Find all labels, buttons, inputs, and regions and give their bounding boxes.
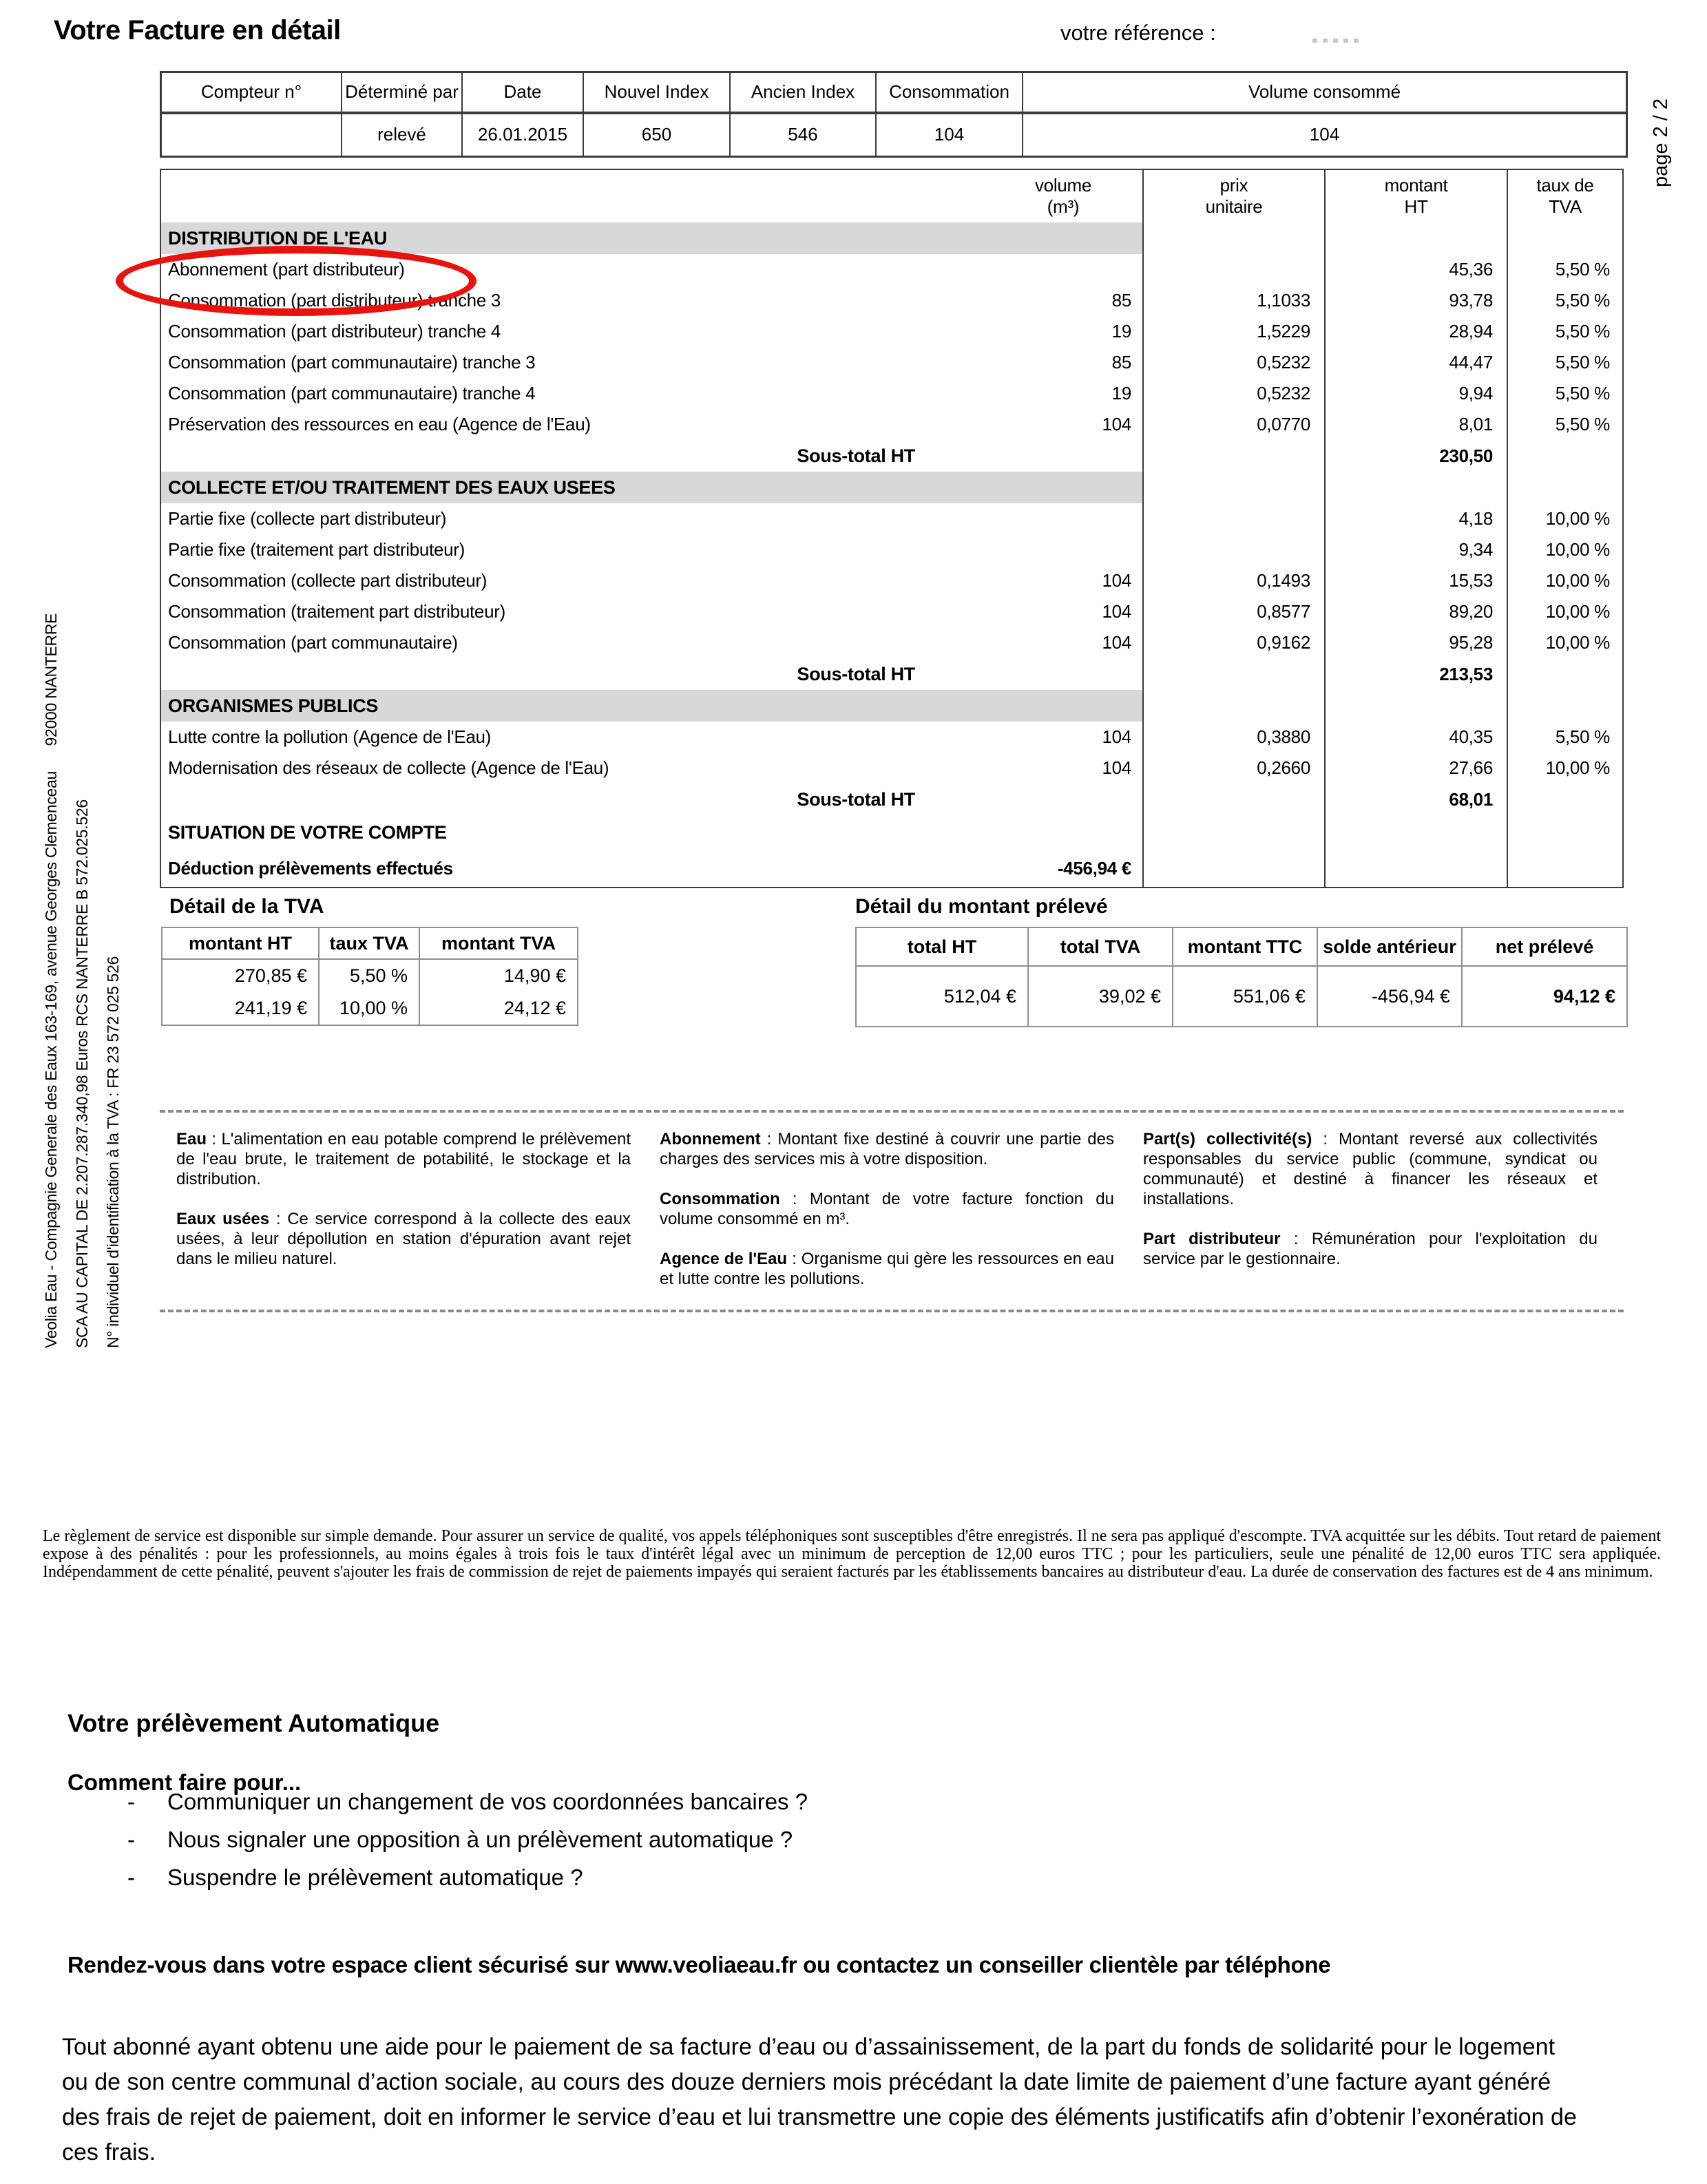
section-header-cell: COLLECTE ET/OU TRAITEMENT DES EAUX USEES (161, 472, 1142, 503)
row-vat-rate: 10,00 % (1507, 534, 1622, 565)
row-volume: 85 (1111, 352, 1131, 372)
row-label: Consommation (part communautaire) tranche 3 (168, 352, 536, 372)
deduction-label: Déduction prélèvements effectués (168, 857, 453, 879)
meter-header-cell: Ancien Index (729, 73, 875, 114)
tva-value-cell: 270,85 € (234, 965, 307, 986)
row-volume: 104 (1102, 414, 1131, 434)
detail-table (160, 169, 1624, 888)
row-vat-rate: 5,50 % (1507, 347, 1622, 378)
tva-value-cell: 24,12 € (419, 992, 577, 1025)
direct-debit-question-text: Nous signaler une opposition à un prélèvement automatique ? (167, 1827, 793, 1852)
row-amount: 44,47 (1324, 347, 1507, 378)
detail-column-header-line: (m³) (1047, 196, 1080, 217)
meter-header-cell: Consommation (875, 73, 1022, 114)
row-label: Consommation (collecte part distributeur) (168, 570, 488, 591)
row-label: Modernisation des réseaux de collecte (Agence de l'Eau) (168, 757, 609, 778)
row-volume: 85 (1111, 290, 1131, 311)
detail-column-header-line: prix (1219, 175, 1248, 196)
levy-detail-table (855, 927, 1628, 1027)
row-label: Partie fixe (collecte part distributeur) (168, 508, 447, 529)
row-unit-price (1142, 254, 1324, 285)
direct-debit-heading: Votre prélèvement Automatique (67, 1709, 440, 1737)
row-unit-price: 0,0770 (1142, 409, 1324, 440)
meter-table (160, 71, 1628, 158)
empty-cell (1142, 815, 1324, 850)
direct-debit-cta: Rendez-vous dans votre espace client sécurisé sur www.veoliaeau.fr ou contactez un conseiller clientèle par téléphone (67, 1952, 1331, 1977)
empty-cell (1142, 440, 1324, 472)
page-number: page 2 / 2 (1650, 98, 1672, 187)
row-unit-price: 1,1033 (1142, 285, 1324, 316)
meter-header-cell: Volume consommé (1022, 73, 1626, 114)
row-label: Consommation (part communautaire) tranche 4 (168, 383, 536, 403)
direct-debit-question-text: Communiquer un changement de vos coordonnées bancaires ? (167, 1789, 808, 1814)
row-volume: 104 (1102, 726, 1131, 747)
row-vat-rate: 10,00 % (1507, 627, 1622, 658)
row-vat-rate: 5,50 % (1507, 316, 1622, 347)
meter-header-cell: Compteur n° (162, 73, 341, 114)
empty-cell (1324, 850, 1507, 887)
row-vat-rate: 10,00 % (1507, 565, 1622, 596)
definitions-column (176, 1129, 631, 1289)
account-section-label: SITUATION DE VOTRE COMPTE (168, 821, 447, 843)
row-amount: 45,36 (1324, 254, 1507, 285)
row-unit-price: 1,5229 (1142, 316, 1324, 347)
row-volume: 19 (1111, 383, 1131, 403)
definition-entry: Abonnement : Montant fixe destiné à couvrir une partie des charges des services mis à votre disposition. (660, 1130, 1114, 1168)
direct-debit-question-text: Suspendre le prélèvement automatique ? (167, 1865, 583, 1890)
empty-cell (1507, 690, 1622, 722)
row-amount: 28,94 (1324, 316, 1507, 347)
definition-entry: Agence de l'Eau : Organisme qui gère les ressources en eau et lutte contre les pollutions. (660, 1250, 1114, 1288)
levy-value-cell: -456,94 € (1317, 967, 1461, 1026)
meter-value-cell: 650 (583, 114, 729, 156)
subtotal-amount: 68,01 (1324, 784, 1507, 815)
reference-value-redacted (1312, 39, 1362, 43)
row-label: Consommation (part distributeur) tranche 4 (168, 321, 501, 342)
empty-cell (1324, 690, 1507, 722)
meter-value-cell: 104 (875, 114, 1022, 156)
levy-value-cell: 512,04 € (943, 985, 1016, 1007)
direct-debit-question-list (127, 1789, 808, 1902)
section-header-cell: ORGANISMES PUBLICS (161, 690, 1142, 722)
row-volume: 104 (1102, 632, 1131, 653)
detail-column-header (984, 170, 1142, 222)
company-legal-line: SCA AU CAPITAL DE 2.207.287.340,98 Euros RCS NANTERRE B 572.025.526 (73, 799, 91, 1348)
row-amount: 8,01 (1324, 409, 1507, 440)
row-vat-rate: 5,50 % (1507, 722, 1622, 753)
bullet-dash: - (127, 1827, 135, 1852)
row-vat-rate: 5,50 % (1507, 378, 1622, 409)
row-volume (984, 254, 1142, 285)
legal-text: Le règlement de service est disponible sur simple demande. Pour assurer un service de qualité, vos appels téléphoniques sont susceptibles d'être enregistrés. Il ne sera pas appliqué d'escompte. TVA acquittée sur les débits. Tout retard de paiement expose à des pénalités : pour les professionnels, au moins égales à trois fois le taux d'intérêt légal avec un minimum de perception de 12,00 euros TTC ; pour les particuliers, seule une pénalité de 12,00 euros TTC sera appliquée. Indépendamment de cette pénalité, peuvent s'ajouter les frais de commission de rejet de paiements impayés qui seraient facturés par les établissements bancaires au distributeur d'eau. La durée de conservation des factures est de 4 ans minimum. (43, 1527, 1661, 1581)
meter-value-cell: 26.01.2015 (461, 114, 583, 156)
row-label: Partie fixe (traitement part distributeur) (168, 539, 465, 560)
empty-cell (1507, 222, 1622, 254)
subtotal-label: Sous-total HT (797, 445, 915, 466)
company-legal-line: N° individuel d'identification à la TVA : FR 23 572 025 526 (104, 956, 122, 1348)
levy-header-cell: montant TTC (1172, 928, 1317, 967)
row-label: Lutte contre la pollution (Agence de l'Eau) (168, 726, 492, 747)
subtotal-amount: 213,53 (1324, 658, 1507, 690)
row-volume (984, 503, 1142, 534)
detail-column-header-line: unitaire (1205, 196, 1263, 217)
bullet-dash: - (127, 1865, 135, 1890)
meter-header-cell: Nouvel Index (583, 73, 729, 114)
detail-header-spacer (161, 170, 984, 222)
row-vat-rate: 5,50 % (1507, 254, 1622, 285)
solidarity-paragraph: Tout abonné ayant obtenu une aide pour le paiement de sa facture d’eau ou d’assainissement, de la part du fonds de solidarité pour le logement ou de son centre communal d’action sociale, au cours des douze derniers mois précédant la date limite de paiement d’une facture ayant généré des frais de rejet de paiement, doit en informer le service d’eau et lui transmettre une copie des éléments justificatifs afin d’obtenir l’exonération de ces frais. (62, 2034, 1577, 2165)
row-vat-rate: 10,00 % (1507, 503, 1622, 534)
levy-header-cell: solde antérieur (1317, 928, 1461, 967)
subtotal-label: Sous-total HT (797, 663, 915, 684)
page-title: Votre Facture en détail (54, 15, 341, 45)
row-volume (984, 534, 1142, 565)
meter-header-cell: Date (461, 73, 583, 114)
row-label: Préservation des ressources en eau (Agence de l'Eau) (168, 414, 591, 434)
levy-value-cell: 551,06 € (1172, 967, 1317, 1026)
empty-cell (1507, 658, 1622, 690)
row-label: Abonnement (part distributeur) (168, 259, 405, 280)
levy-header-cell: net prélevé (1461, 928, 1626, 967)
empty-cell (1324, 472, 1507, 503)
detail-column-header (1324, 170, 1507, 222)
meter-value-cell: 104 (1022, 114, 1626, 156)
definition-entry: Part(s) collectivité(s) : Montant reversé aux collectivités responsables du service public (commune, syndicat ou communauté) et destiné à financer les réseaux et installations. (1143, 1130, 1598, 1208)
detail-column-header-line: TVA (1549, 196, 1582, 217)
subtotal-amount: 230,50 (1324, 440, 1507, 472)
meter-value-cell (162, 114, 341, 156)
direct-debit-subheading: Comment faire pour... (67, 1770, 302, 1795)
detail-column-header-line: taux de (1536, 175, 1594, 196)
detail-column-header (1142, 170, 1324, 222)
definitions-column (660, 1129, 1114, 1289)
row-unit-price: 0,5232 (1142, 378, 1324, 409)
definition-entry: Part distributeur : Rémunération pour l'exploitation du service par le gestionnaire. (1143, 1230, 1598, 1268)
company-legal-line: Veolia Eau - Compagnie Generale des Eaux 163-169, avenue Georges Clemenceau 92000 NANTERRE (42, 613, 60, 1348)
subtotal-label: Sous-total HT (797, 788, 915, 810)
row-vat-rate: 10,00 % (1507, 596, 1622, 627)
empty-cell (1507, 440, 1622, 472)
tva-header-cell: montant HT (163, 928, 318, 960)
definitions-section (160, 1110, 1624, 1312)
row-amount: 27,66 (1324, 753, 1507, 784)
row-amount: 89,20 (1324, 596, 1507, 627)
row-volume: 104 (1102, 570, 1131, 591)
row-volume: 19 (1111, 321, 1131, 342)
empty-cell (1324, 222, 1507, 254)
row-label: Consommation (traitement part distributeur) (168, 601, 505, 622)
definition-term: Agence de l'Eau (660, 1250, 788, 1268)
row-unit-price (1142, 503, 1324, 534)
empty-cell (1142, 658, 1324, 690)
section-header-cell: DISTRIBUTION DE L'EAU (161, 222, 1142, 254)
detail-column-header-line: HT (1404, 196, 1428, 217)
deduction-amount: -456,94 € (1057, 857, 1131, 879)
direct-debit-question (127, 1789, 808, 1815)
empty-cell (1324, 815, 1507, 850)
row-vat-rate: 5,50 % (1507, 285, 1622, 316)
row-unit-price (1142, 534, 1324, 565)
row-amount: 9,34 (1324, 534, 1507, 565)
row-unit-price: 0,3880 (1142, 722, 1324, 753)
definition-entry: Eaux usées : Ce service correspond à la collecte des eaux usées, à leur dépollution en station d'épuration avant rejet dans le milieu naturel. (176, 1210, 631, 1268)
detail-table-wrap (160, 169, 1624, 888)
empty-cell (1507, 815, 1622, 850)
meter-value-cell: 546 (729, 114, 875, 156)
empty-cell (1142, 784, 1324, 815)
bullet-dash: - (127, 1789, 135, 1814)
levy-header-cell: total TVA (1027, 928, 1172, 967)
empty-cell (1142, 690, 1324, 722)
definitions-column (1143, 1129, 1598, 1289)
definition-term: Consommation (660, 1190, 780, 1208)
levy-detail-title: Détail du montant prélevé (855, 895, 1108, 918)
company-legal-sidebar (36, 467, 129, 1348)
definition-term: Eaux usées (176, 1210, 270, 1228)
definition-entry: Eau : L'alimentation en eau potable comprend le prélèvement de l'eau brute, le traitement de potabilité, le stockage et la distribution. (176, 1130, 631, 1188)
empty-cell (1142, 222, 1324, 254)
row-volume: 104 (1102, 757, 1131, 778)
meter-header-cell: Déterminé par (341, 73, 461, 114)
tva-value-cell: 10,00 % (318, 992, 419, 1025)
tva-value-cell: 241,19 € (234, 998, 307, 1018)
tva-value-cell: 14,90 € (419, 960, 577, 992)
empty-cell (1507, 472, 1622, 503)
tva-value-cell: 5,50 % (318, 960, 419, 992)
detail-column-header (1507, 170, 1622, 222)
definition-term: Part(s) collectivité(s) (1143, 1130, 1312, 1148)
definition-term: Part distributeur (1143, 1230, 1281, 1248)
row-amount: 95,28 (1324, 627, 1507, 658)
direct-debit-question (127, 1865, 808, 1891)
row-amount: 4,18 (1324, 503, 1507, 534)
detail-column-header-line: volume (1034, 175, 1091, 196)
empty-cell (1142, 472, 1324, 503)
row-volume: 104 (1102, 601, 1131, 622)
reference-label: votre référence : (1060, 21, 1216, 45)
row-unit-price: 0,2660 (1142, 753, 1324, 784)
levy-value-cell: 94,12 € (1461, 967, 1626, 1026)
row-amount: 40,35 (1324, 722, 1507, 753)
row-unit-price: 0,8577 (1142, 596, 1324, 627)
row-amount: 15,53 (1324, 565, 1507, 596)
row-unit-price: 0,5232 (1142, 347, 1324, 378)
levy-header-cell: total HT (857, 928, 1027, 967)
direct-debit-question (127, 1827, 808, 1853)
row-vat-rate: 5,50 % (1507, 409, 1622, 440)
definition-term: Eau (176, 1130, 207, 1148)
tva-header-cell: taux TVA (318, 928, 419, 960)
empty-cell (1507, 850, 1622, 887)
empty-cell (1507, 784, 1622, 815)
row-label: Consommation (part distributeur) tranche 3 (168, 290, 501, 311)
detail-column-header-line: montant (1384, 175, 1448, 196)
tva-header-cell: montant TVA (419, 928, 577, 960)
definition-entry: Consommation : Montant de votre facture fonction du volume consommé en m³. (660, 1190, 1114, 1228)
row-unit-price: 0,1493 (1142, 565, 1324, 596)
tva-detail-table (161, 927, 578, 1026)
empty-cell (1142, 850, 1324, 887)
row-amount: 9,94 (1324, 378, 1507, 409)
tva-detail-title: Détail de la TVA (169, 895, 324, 918)
definition-term: Abonnement (660, 1130, 761, 1148)
row-label: Consommation (part communautaire) (168, 632, 458, 653)
row-unit-price: 0,9162 (1142, 627, 1324, 658)
row-amount: 93,78 (1324, 285, 1507, 316)
levy-value-cell: 39,02 € (1027, 967, 1172, 1026)
row-vat-rate: 10,00 % (1507, 753, 1622, 784)
meter-value-cell: relevé (341, 114, 461, 156)
